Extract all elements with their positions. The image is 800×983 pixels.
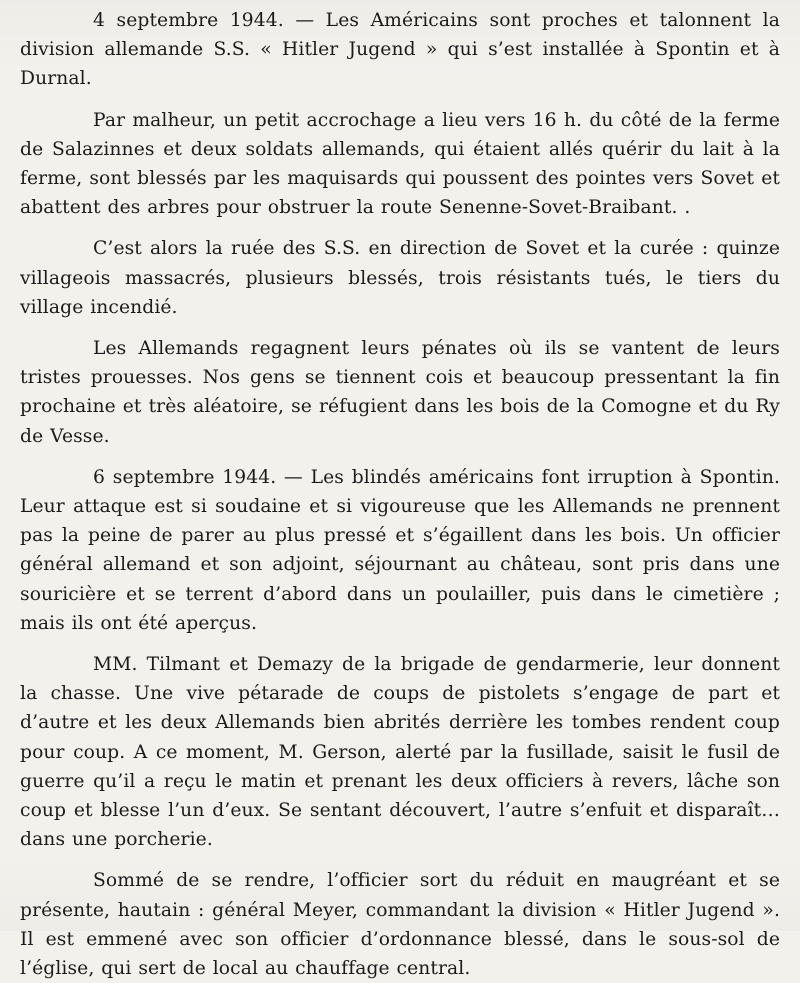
- paragraph-4-septembre: 4 septembre 1944. — Les Américains sont proches et talonnent la division allemande S.S. « Hitler Jugend » qui s’est installée à Spontin et à Durnal.: [20, 10, 780, 90]
- paragraph-6-septembre: 6 septembre 1944. — Les blindés américains font irruption à Spontin. Leur attaque est si soudaine et si vigoureuse que les Allemands ne prennent pas la peine de parer au plus pressé et s’égaillent dans les bois. Un officier général allemand et son adjoint, séjournant au château, sont pris dans une souricière et se terrent d’abord dans un poulailler, puis dans le cimetière ; mais ils ont été aperçus.: [20, 466, 780, 634]
- paragraph-accrochage: Par malheur, un petit accrochage a lieu vers 16 h. du côté de la ferme de Salazinnes et deux soldats allemands, qui étaient allés quérir du lait à la ferme, sont blessés par les maquisards qui poussent des pointes vers Sovet et abattent des arbres pour obstruer la route Senenne-Sovet-Braibant. .: [20, 109, 780, 219]
- paragraph-allemands-penates: Les Allemands regagnent leurs pénates où ils se vantent de leurs tristes prouesses. Nos gens se tiennent cois et beaucoup pressentant la fin prochaine et très aléatoire, se réfugient dans les bois de la Comogne et du Ry de Vesse.: [20, 338, 780, 447]
- paragraph-tilmant-demazy: MM. Tilmant et Demazy de la brigade de gendarmerie, leur donnent la chasse. Une vive pétarade de coups de pistolets s’engage de part et d’autre et les deux Allemands bien abrités derrière les tombes rendent coup pour coup. A ce moment, M. Gerson, alerté par la fusillade, saisit le fusil de guerre qu’il a reçu le matin et prenant les deux officiers à revers, lâche son coup et blesse l’un d’eux. Se sentant découvert, l’autre s’enfuit et disparaît… dans une porcherie.: [20, 654, 780, 851]
- paragraph-somme-de-se-rendre: Sommé de se rendre, l’officier sort du réduit en maugréant et se présente, hautain : général Meyer, commandant la division « Hitler Jugend ». Il est emmené avec son officier d’ordonnance blessé, dans le sous-sol de l’église, qui sert de local au chauffage central.: [20, 870, 780, 980]
- paragraph-ruee-ss: C’est alors la ruée des S.S. en direction de Sovet et la curée : quinze villageois massacrés, plusieurs blessés, trois résistants tués, le tiers du village incendié.: [20, 238, 780, 318]
